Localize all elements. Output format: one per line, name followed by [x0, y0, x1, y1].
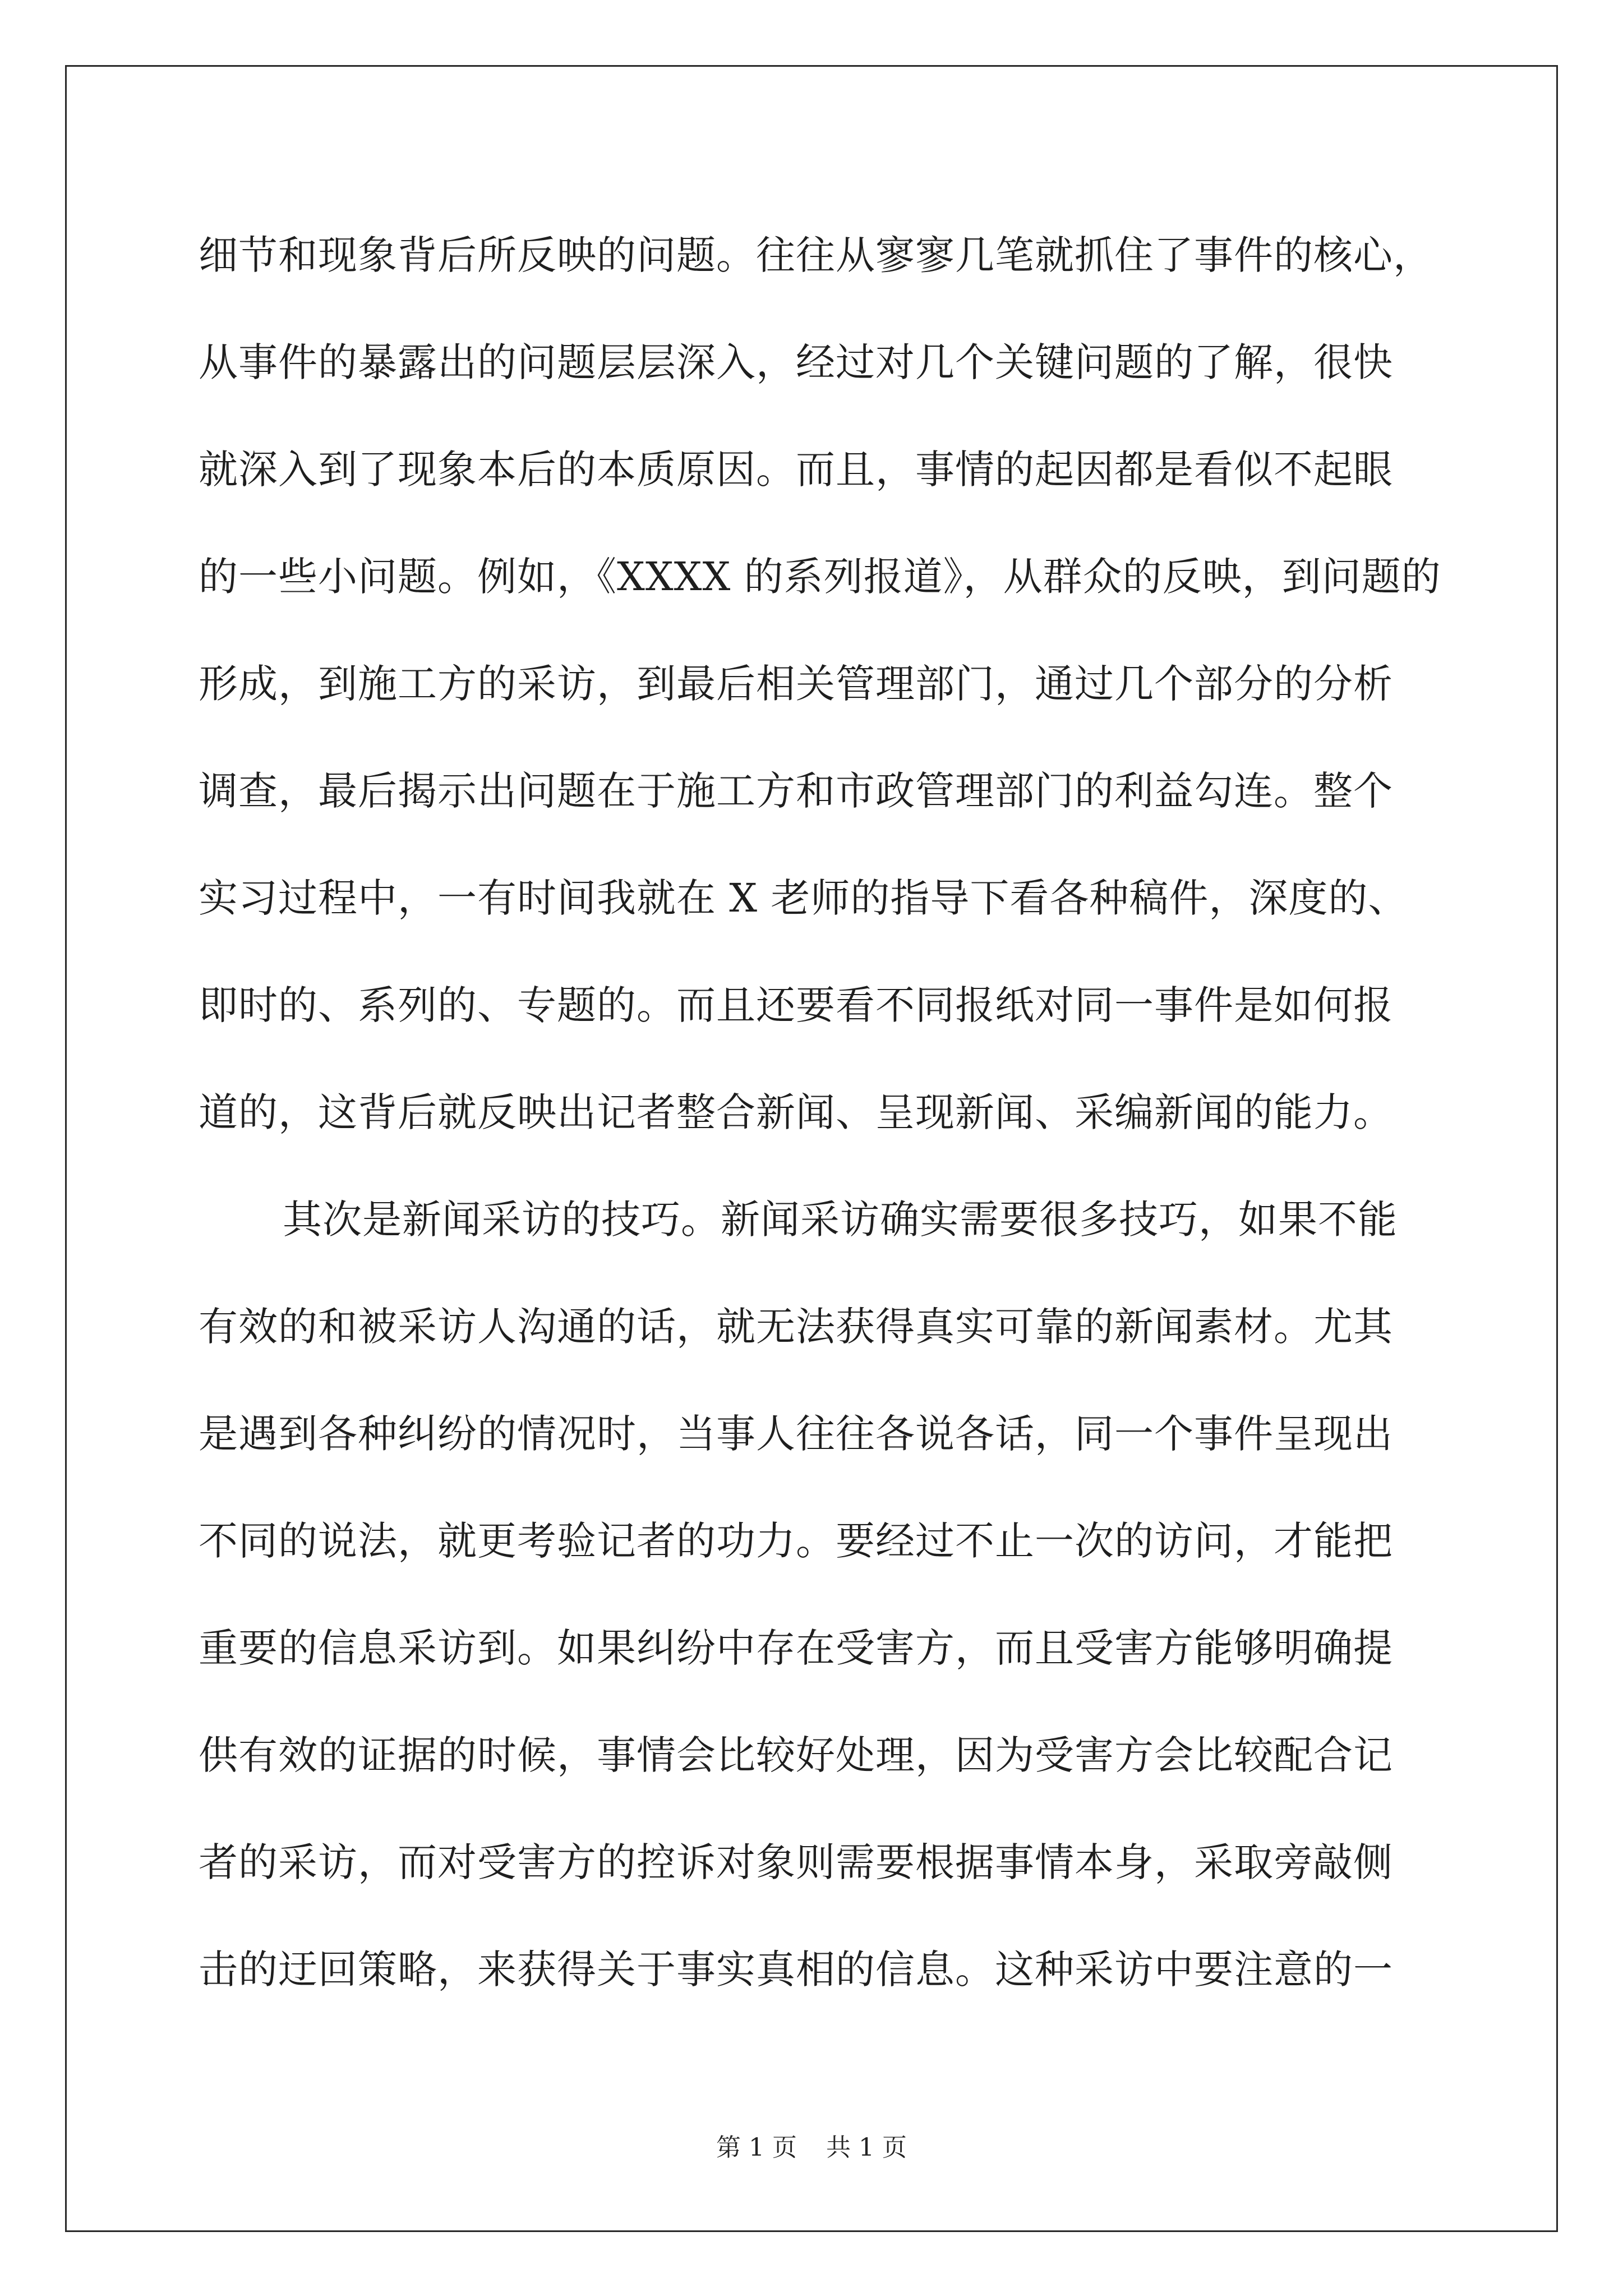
text-line: 是遇到各种纠纷的情况时，当事人往往各说各话，同一个事件呈现出: [199, 1411, 1393, 1457]
text-line: 细节和现象背后所反映的问题。往往从寥寥几笔就抓住了事件的核心，: [199, 232, 1433, 278]
text-line: 的一些小问题。例如，《XXXX 的系列报道》，从群众的反映，到问题的: [199, 554, 1441, 600]
paragraph-start-line: 其次是新闻采访的技巧。新闻采访确实需要很多技巧，如果不能: [283, 1197, 1398, 1243]
page-total: 共 1 页: [826, 2133, 907, 2162]
text-line: 供有效的证据的时候，事情会比较好处理，因为受害方会比较配合记: [199, 1732, 1393, 1778]
text-line: 实习过程中，一有时间我就在 X 老师的指导下看各种稿件，深度的、: [199, 875, 1408, 921]
text-line: 即时的、系列的、专题的。而且还要看不同报纸对同一事件是如何报: [199, 982, 1393, 1028]
text-line: 重要的信息采访到。如果纠纷中存在受害方，而且受害方能够明确提: [199, 1625, 1393, 1671]
text-line: 形成，到施工方的采访，到最后相关管理部门，通过几个部分的分析: [199, 661, 1393, 707]
text-line: 道的，这背后就反映出记者整合新闻、呈现新闻、采编新闻的能力。: [199, 1089, 1393, 1135]
text-line: 不同的说法，就更考验记者的功力。要经过不止一次的访问，才能把: [199, 1518, 1393, 1564]
text-line: 调查，最后揭示出问题在于施工方和市政管理部门的利益勾连。整个: [199, 768, 1393, 814]
text-line: 从事件的暴露出的问题层层深入，经过对几个关键问题的了解，很快: [199, 339, 1393, 385]
text-line: 者的采访，而对受害方的控诉对象则需要根据事情本身，采取旁敲侧: [199, 1839, 1393, 1885]
text-line: 击的迂回策略，来获得关于事实真相的信息。这种采访中要注意的一: [199, 1947, 1393, 1993]
page-footer: [0, 2127, 1623, 2163]
text-line: 有效的和被采访人沟通的话，就无法获得真实可靠的新闻素材。尤其: [199, 1304, 1393, 1350]
text-line: 就深入到了现象本后的本质原因。而且，事情的起因都是看似不起眼: [199, 447, 1393, 493]
document-body: [199, 202, 1441, 2023]
page-number: 第 1 页: [716, 2133, 797, 2162]
